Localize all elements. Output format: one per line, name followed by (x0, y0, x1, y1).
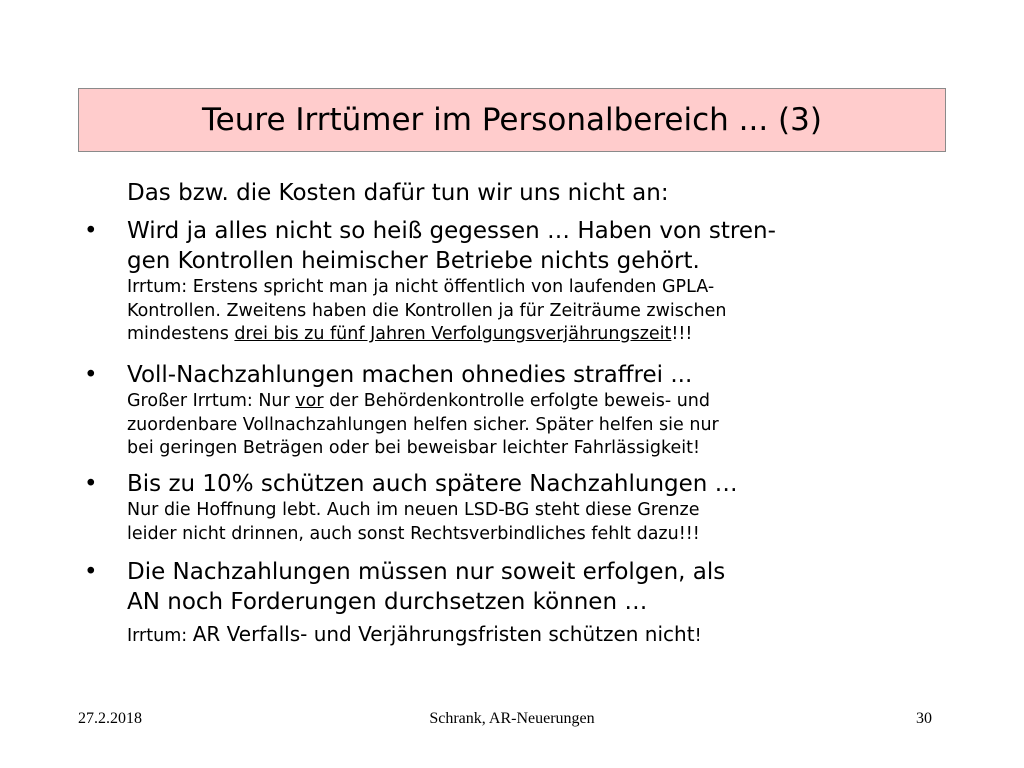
sub-text: mindestens (127, 324, 235, 344)
bullet-sub-line: zuordenbare Vollnachzahlungen helfen sicher. Später helfen sie nur (127, 414, 719, 435)
bullet-icon: • (84, 362, 98, 388)
bullet-sub-line: Irrtum: Erstens spricht man ja nicht öffentlich von laufenden GPLA- (127, 277, 715, 297)
bullet-sub-line: Nur die Hoffnung lebt. Auch im neuen LSD-BG steht diese Grenze (127, 500, 700, 520)
bullet-sub-line: Kontrollen. Zweitens haben die Kontrollen ja für Zeiträume zwischen (127, 300, 727, 321)
intro-text: Das bzw. die Kosten dafür tun wir uns nicht an: (127, 180, 669, 206)
bullet-item (84, 557, 725, 649)
sub-text: AR Verfalls- und Verjährungsfristen schützen nicht (192, 622, 695, 646)
underlined-text: drei bis zu fünf Jahren Verfolgungsverjährungszeit (234, 324, 672, 344)
footer-date: 27.2.2018 (78, 710, 142, 727)
bullet-sub-line (127, 390, 719, 414)
page-number: 30 (916, 710, 932, 727)
sub-text: !!! (671, 324, 693, 344)
slide-title: Teure Irrtümer im Personalbereich ... (3) (202, 102, 822, 138)
bullet-sub-line: bei geringen Beträgen oder bei beweisbar leichter Fahrlässigkeit! (127, 438, 700, 458)
underlined-text: vor (295, 391, 324, 411)
sub-text: Irrtum: (127, 626, 193, 646)
bullet-icon: • (84, 471, 98, 497)
bullet-main-line: Die Nachzahlungen müssen nur soweit erfolgen, als (127, 559, 726, 585)
bullet-main-line: Bis zu 10% schützen auch spätere Nachzahlungen … (127, 471, 738, 497)
bullet-item (84, 469, 738, 546)
bullet-icon: • (84, 218, 98, 244)
bullet-sub-line (127, 323, 776, 347)
bullet-icon: • (84, 559, 98, 585)
bullet-main-line: AN noch Forderungen durchsetzen können … (127, 589, 648, 615)
sub-text: ! (694, 626, 702, 646)
sub-text: der Behördenkontrolle erfolgte beweis- und (323, 391, 710, 411)
bullet-item (84, 360, 719, 461)
bullet-item (84, 216, 776, 347)
bullet-main-line: Wird ja alles nicht so heiß gegessen … Haben von stren- (127, 218, 776, 244)
bullet-sub-line: leider nicht drinnen, auch sonst Rechtsverbindliches fehlt dazu!!! (127, 523, 700, 544)
bullet-sub-line (127, 621, 725, 649)
slide-title-box (78, 88, 946, 152)
sub-text: Großer Irrtum: Nur (127, 391, 296, 411)
footer-author: Schrank, AR-Neuerungen (429, 710, 595, 727)
bullet-main-line: gen Kontrollen heimischer Betriebe nichts gehört. (127, 248, 700, 274)
bullet-main-line: Voll-Nachzahlungen machen ohnedies straffrei ... (127, 362, 693, 388)
